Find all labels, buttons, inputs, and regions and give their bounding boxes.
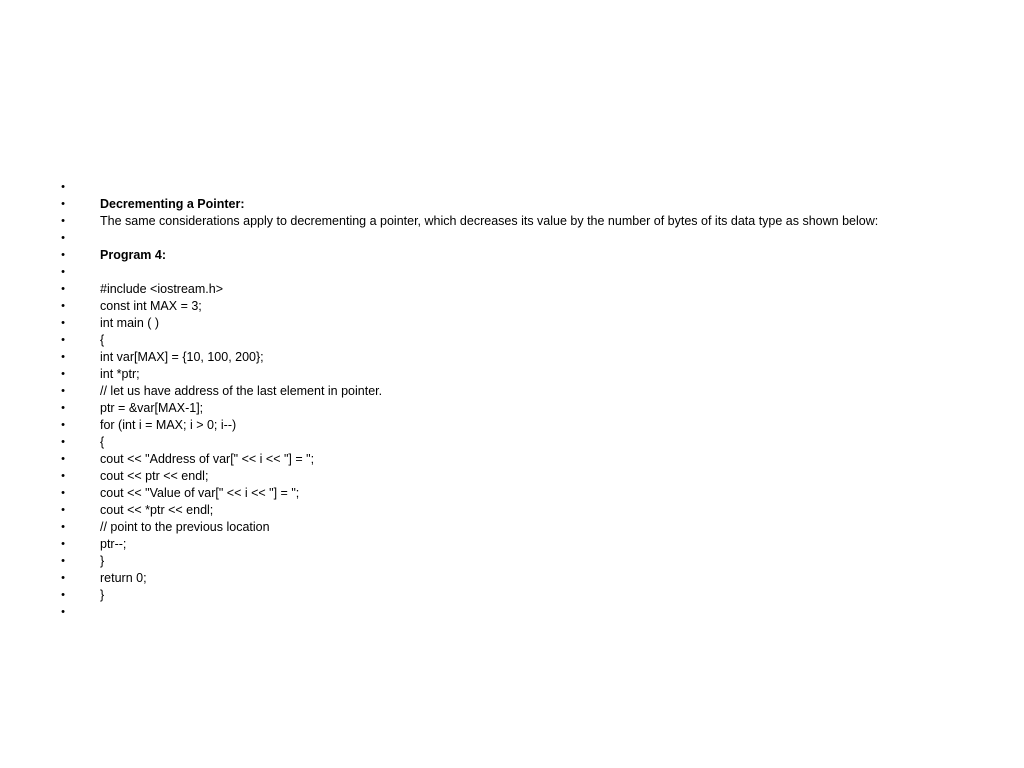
bullet-icon: •: [61, 334, 65, 346]
bullet-text: cout << "Address of var[" << i << "] = ";: [100, 452, 315, 466]
bullet-icon: •: [61, 538, 65, 550]
bullet-icon: •: [61, 368, 65, 380]
bullet-line: [58, 230, 1008, 247]
bullet-line: [58, 332, 1008, 349]
bullet-text: }: [100, 588, 105, 602]
bullet-text: for (int i = MAX; i > 0; i--): [100, 418, 237, 432]
bullet-icon: •: [61, 402, 65, 414]
bullet-heading: Program 4:: [100, 248, 166, 262]
bullet-text: int var[MAX] = {10, 100, 200};: [100, 350, 264, 364]
bullet-line: [58, 519, 1008, 536]
bullet-icon: •: [61, 487, 65, 499]
bullet-icon: •: [61, 300, 65, 312]
bullet-text: // let us have address of the last element in pointer.: [100, 384, 383, 398]
bullet-line: [58, 536, 1008, 553]
bullet-icon: •: [61, 215, 65, 227]
bullet-icon: •: [61, 266, 65, 278]
bullet-icon: •: [61, 589, 65, 601]
bullet-line: [58, 502, 1008, 519]
bullet-text: int main ( ): [100, 316, 160, 330]
bullet-line: [58, 570, 1008, 587]
bullet-line: [58, 417, 1008, 434]
bullet-text: const int MAX = 3;: [100, 299, 202, 313]
bullet-text: {: [100, 435, 105, 449]
bullet-line: [58, 213, 1008, 230]
bullet-line: [58, 553, 1008, 570]
bullet-text: // point to the previous location: [100, 520, 270, 534]
bullet-icon: •: [61, 504, 65, 516]
bullet-text: int *ptr;: [100, 367, 140, 381]
bullet-icon: •: [61, 249, 65, 261]
bullet-text: cout << *ptr << endl;: [100, 503, 214, 517]
bullet-text: The same considerations apply to decrementing a pointer, which decreases its value by the number of bytes of its data type as shown below:: [100, 214, 879, 228]
bullet-icon: •: [61, 419, 65, 431]
bullet-text: }: [100, 554, 105, 568]
bullet-line: [58, 434, 1008, 451]
bullet-text: {: [100, 333, 105, 347]
bullet-text: ptr = &var[MAX-1];: [100, 401, 204, 415]
bullet-line: [58, 485, 1008, 502]
bullet-line: [58, 468, 1008, 485]
bullet-line: [58, 349, 1008, 366]
bullet-icon: •: [61, 198, 65, 210]
bullet-list: [58, 179, 1008, 621]
bullet-line: [58, 179, 1008, 196]
bullet-line: [58, 247, 1008, 264]
bullet-icon: •: [61, 572, 65, 584]
bullet-heading: Decrementing a Pointer:: [100, 197, 245, 211]
bullet-icon: •: [61, 283, 65, 295]
bullet-line: [58, 264, 1008, 281]
bullet-icon: •: [61, 555, 65, 567]
bullet-line: [58, 298, 1008, 315]
bullet-line: [58, 587, 1008, 604]
bullet-line: [58, 196, 1008, 213]
bullet-icon: •: [61, 351, 65, 363]
bullet-line: [58, 315, 1008, 332]
bullet-icon: •: [61, 385, 65, 397]
bullet-icon: •: [61, 606, 65, 618]
bullet-line: [58, 281, 1008, 298]
bullet-text: ptr--;: [100, 537, 127, 551]
bullet-line: [58, 451, 1008, 468]
bullet-text: cout << "Value of var[" << i << "] = ";: [100, 486, 300, 500]
bullet-line: [58, 400, 1008, 417]
bullet-text: cout << ptr << endl;: [100, 469, 209, 483]
bullet-icon: •: [61, 453, 65, 465]
bullet-icon: •: [61, 232, 65, 244]
bullet-text: #include <iostream.h>: [100, 282, 223, 296]
bullet-icon: •: [61, 470, 65, 482]
bullet-icon: •: [61, 436, 65, 448]
bullet-icon: •: [61, 181, 65, 193]
bullet-text: return 0;: [100, 571, 147, 585]
bullet-line: [58, 604, 1008, 621]
bullet-icon: •: [61, 521, 65, 533]
bullet-line: [58, 366, 1008, 383]
bullet-icon: •: [61, 317, 65, 329]
bullet-line: [58, 383, 1008, 400]
